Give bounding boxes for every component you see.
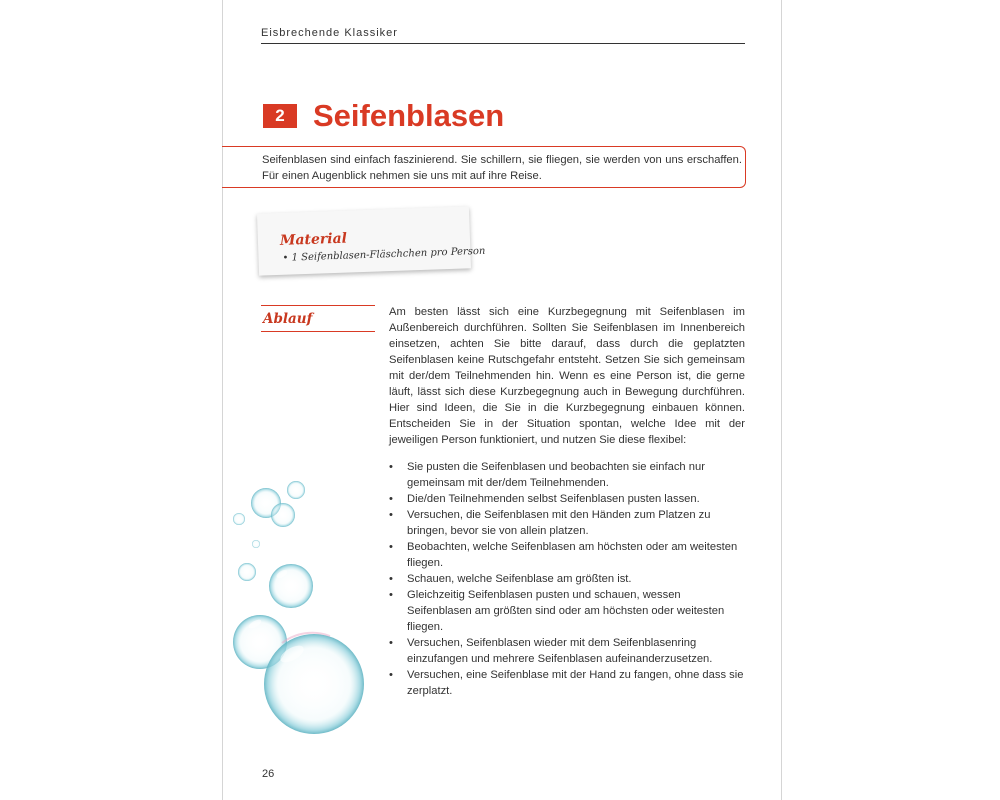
list-item (389, 459, 745, 491)
soap-bubbles-illustration (230, 478, 370, 748)
list-item (389, 507, 745, 539)
idea-list (389, 459, 745, 699)
bullet-dot: • (389, 637, 393, 649)
list-item (389, 491, 745, 507)
list-item-text: Die/den Teilnehmenden selbst Seifenblasen pusten lassen. (407, 493, 700, 505)
chapter-title: Seifenblasen (313, 98, 505, 133)
page-number: 26 (262, 768, 275, 780)
ablauf-rule-bottom (261, 331, 375, 332)
list-item-text: Sie pusten die Seifenblasen und beobachten sie einfach nur gemeinsam mit der/dem Teilnehmenden. (407, 461, 705, 489)
bubble (264, 634, 364, 734)
list-item-text: Gleichzeitig Seifenblasen pusten und schauen, wessen Seifenblasen am größten sind oder am höchsten oder weitesten fliegen. (407, 589, 725, 633)
ablauf-paragraph: Am besten lässt sich eine Kurzbegegnung mit Seifenblasen im Außenbereich durchführen. Sollten Sie Seifenblasen im Innenbereich einsetzen, achten Sie bitte darauf, dass durch die geplatzten Seifenblasen keine Rutschgefahr entsteht. Setzen Sie sich gemeinsam mit der/dem Teilnehmenden hin. Wenn es eine Person ist, die gerne läuft, lässt sich diese Kurzbegegnung auch in Bewegung durchführen. Hier sind Ideen, die Sie in die Kurzbegegnung einbauen können. Entscheiden Sie in der Situation spontan, welche Idee mit der jeweiligen Person funktioniert, und nutzen Sie diese flexibel: (389, 306, 745, 446)
bullet-dot: • (389, 461, 393, 473)
material-note (257, 206, 486, 275)
list-item-text: Schauen, welche Seifenblase am größten ist. (407, 573, 632, 585)
bullet-dot: • (389, 509, 393, 521)
list-item (389, 667, 745, 699)
bubble (269, 564, 313, 608)
list-item (389, 539, 745, 571)
material-title: Material (279, 230, 348, 249)
running-head: Eisbrechende Klassiker (261, 27, 398, 39)
bullet-dot: • (389, 493, 393, 505)
ablauf-label: Ablauf (263, 311, 313, 327)
list-item (389, 635, 745, 667)
list-item (389, 587, 745, 635)
bullet-dot: • (389, 573, 393, 585)
bubble (271, 503, 295, 527)
list-item (389, 571, 745, 587)
header-rule (261, 43, 745, 44)
list-item-text: Versuchen, die Seifenblasen mit den Händen zum Platzen zu bringen, bevor sie von allein platzen. (407, 509, 711, 537)
list-item-text: Versuchen, Seifenblasen wieder mit dem Seifenblasenring einzufangen und mehrere Seifenblasen aufeinanderzusetzen. (407, 637, 713, 665)
bullet-dot: • (389, 589, 393, 601)
bubble (287, 481, 305, 499)
bubble (233, 513, 245, 525)
bubble (252, 540, 260, 548)
bullet-dot: • (389, 541, 393, 553)
chapter-number-badge: 2 (263, 104, 297, 128)
bubble (238, 563, 256, 581)
ablauf-rule-top (261, 305, 375, 306)
bullet-dot: • (389, 669, 393, 681)
list-item-text: Beobachten, welche Seifenblasen am höchsten oder am weitesten fliegen. (407, 541, 738, 569)
list-item-text: Versuchen, eine Seifenblase mit der Hand zu fangen, ohne dass sie zerplatzt. (407, 669, 744, 697)
material-item: • 1 Seifenblasen-Fläschchen pro Person (282, 245, 486, 264)
intro-text: Seifenblasen sind einfach faszinierend. Sie schillern, sie fliegen, sie werden von uns erschaffen. Für einen Augenblick nehmen sie uns mit auf ihre Reise. (262, 154, 742, 182)
